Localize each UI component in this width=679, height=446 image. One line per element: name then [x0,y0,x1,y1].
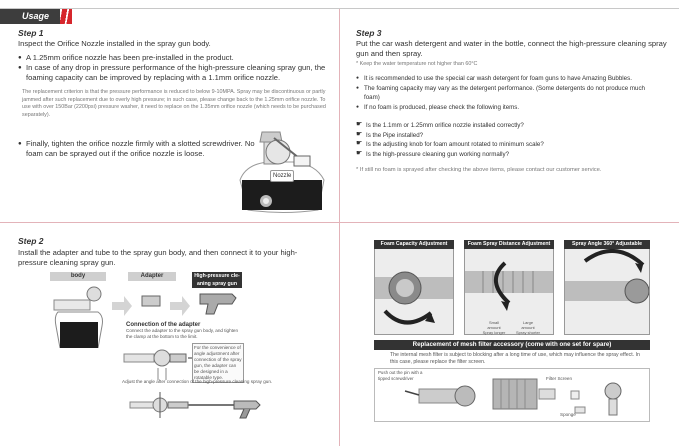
gun-label: High-pressure cle-aning spray gun [192,272,242,288]
spray-distance-title: Foam Spray Distance Adjustment [464,240,554,249]
pull-note: Push out the pin with a tipped screwdriver [378,370,423,381]
foam-capacity-panel [374,240,454,335]
adapter-label: Adapter [128,272,176,281]
connection-item: Adjust the angle after connection of the high-pressure cleaning spray gun. [122,379,273,384]
usage-title: Usage [0,9,60,24]
step1-bullet: ● A 1.25mm orifice nozzle has been pre-installed in the product. [18,53,336,63]
check-item: ☛ Is the high-pressure cleaning gun working normally? [356,150,656,160]
connection-item: Connect the adapter to the spray gun body, and tighten the clamp at the bottom to the limit. [126,328,239,339]
side-note: For the convenience of angle adjustment after connection of the spray gun, the adapter can be designed in a rotatable type. [192,343,244,383]
large-amount-text: Large amount [521,320,535,330]
nozzle-label: Nozzle [270,170,294,182]
step1-note: The replacement criterion is that the pressure performance is reduced to below 9-10MPA. Spray may be discontinuous or partly jammed after such replacement due to overly high pressure; in such case, please change back to the 1.25mm orifice nozzle. To use with over 150Bar (2200psi) pressure washer, it need to replace on the 1.35mm orifice nozzle (which needs to be purchased separately). [22,89,326,118]
step3-bullet: ● If no foam is produced, please check the following items. [356,103,656,113]
spray-distance-panel [464,240,554,335]
filter-title: Replacement of mesh filter accessory (come with one set for spare) [374,340,650,350]
check-item: ☛ Is the adjusting knob for foam amount rotated to minimum scale? [356,140,656,150]
step3-bullet: ● The foaming capacity may vary as the detergent performance. (Some detergents do not produce much foam) [356,84,656,103]
small-amount-label [482,320,506,335]
keep-temp-note: * Keep the water temperature not higher than 60°C [356,61,478,67]
adjust-angle-illustration [126,388,276,422]
body-label: body [50,272,106,281]
large-amount-label [516,320,540,335]
spray-angle-title: Spray Angle 360° Adjustable [564,240,650,249]
horizontal-divider [0,222,679,223]
step2-intro: Install the adapter and tube to the spray gun body, and then connect it to your high-pressure cleaning spray gun. [18,248,298,267]
step1-final [18,139,256,159]
step3-bullet: ● It is recommended to use the special car wash detergent for foam guns to have Amazing Bubbles. [356,74,656,84]
spray-angle-illustration [565,241,650,335]
connection-title: Connection of the adapter [126,322,201,328]
spray-angle-panel [564,240,650,335]
check-item: ☛ Is the 1.1mm or 1.25mm orifice nozzle installed correctly? [356,121,656,131]
step1-intro: Inspect the Orifice Nozzle installed in the spray gun body. [18,39,211,48]
step1-title: Step 1 [18,28,44,38]
foam-capacity-illustration [375,241,454,335]
foam-capacity-title: Foam Capacity Adjustment [374,240,454,249]
spray-longer-text: Spray longer [482,330,506,335]
small-amount-text: Small amount [487,320,501,330]
filter-desc: The internal mesh filter is subject to blocking after a long time of use, which may influence the spray effect. In this case, please replace the filter screen. [390,352,640,365]
step1-bullet: ● In case of any drop in pressure performance of the high-pressure cleaning spray gun, the foaming capacity can be improved by replacing with a 1.1mm orifice nozzle. [18,63,336,83]
vertical-divider [339,9,340,446]
step3-title: Step 3 [356,28,382,38]
step3-checklist [356,121,656,160]
step1-bullets [18,53,336,83]
step3-intro: Put the car wash detergent and water in the bottle, connect the high-pressure cleaning spray gun and then spray. [356,39,667,58]
step1-final-bullet: ● Finally, tighten the orifice nozzle firmly with a slotted screwdriver. No foam can be sprayed out if the orifice nozzle is loose. [18,139,256,159]
step3-footer-note: * If still no foam is sprayed after checking the above items, please contact our customer service. [356,167,602,173]
header-stripe [60,9,72,24]
filter-screen-label: Filter Screen [546,376,573,381]
step2-title: Step 2 [18,236,44,246]
spray-distance-illustration [465,241,554,335]
spray-shorter-text: Spray shorter [516,330,541,335]
spray-gun-body-illustration [238,118,328,218]
check-item: ☛ Is the Pipe installed? [356,131,656,141]
sponge-label: Sponge [560,412,576,417]
step3-bullets [356,74,656,112]
